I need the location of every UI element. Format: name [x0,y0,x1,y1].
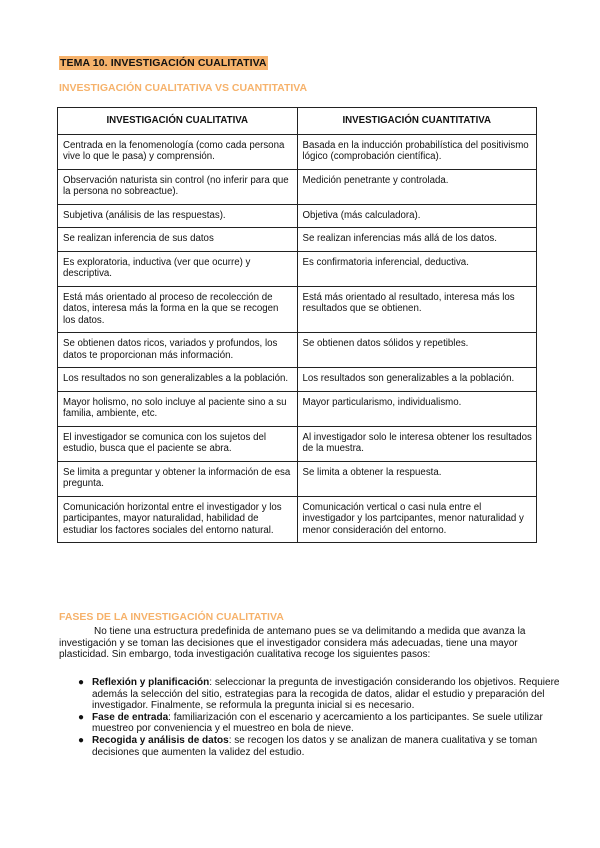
cell-qualitative: Subjetiva (análisis de las respuestas). [58,204,298,228]
cell-quantitative: Objetiva (más calculadora). [297,204,537,228]
table-body [58,134,537,543]
phase-description: : se recogen los datos y se analizan de manera cualitativa y se toman decisiones que aumenten la validez del estudio. [92,734,538,758]
cell-qualitative: Mayor holismo, no solo incluye al paciente sino a su familia, ambiente, etc. [58,391,298,426]
document-title: TEMA 10. INVESTIGACIÓN CUALITATIVA [60,57,267,69]
cell-quantitative: Comunicación vertical o casi nula entre el investigador y los partcipantes, menor naturalidad y menor consideración del entorno. [297,496,537,543]
table-row [58,368,537,392]
table-row [58,204,537,228]
phase-term: Recogida y análisis de datos [92,734,229,746]
table-header-row [58,108,537,135]
bullet-icon: ● [78,677,85,688]
cell-quantitative: Medición penetrante y controlada. [297,169,537,204]
cell-qualitative: Centrada en la fenomenología (como cada persona vive lo que le pasa) y comprensión. [58,134,298,169]
cell-quantitative: Se limita a obtener la respuesta. [297,461,537,496]
header-quantitative: INVESTIGACIÓN CUANTITATIVA [297,108,537,135]
table-row [58,169,537,204]
cell-quantitative: Al investigador solo le interesa obtener los resultados de la muestra. [297,426,537,461]
cell-qualitative: Observación naturista sin control (no inferir para que la persona no sobreactue). [58,169,298,204]
intro-paragraph [59,626,543,661]
cell-qualitative: Se limita a preguntar y obtener la información de esa pregunta. [58,461,298,496]
table-row [58,426,537,461]
phases-list [59,677,576,758]
table-row [58,251,537,286]
table-row [58,228,537,252]
bullet-icon: ● [78,734,85,746]
cell-qualitative: Comunicación horizontal entre el investigador y los participantes, mayor naturalidad, habilidad de estudiar los factores sociales del entorno natural. [58,496,298,543]
cell-quantitative: Es confirmatoria inferencial, deductiva. [297,251,537,286]
intro-text: No tiene una estructura predefinida de antemano pues se va delimitando a medida que avanza la investigación y se toman las decisiones que el investigador considera más adecuadas, tiene una mayor plasticidad. Sin embargo, toda investigación cualitativa recoge los siguientes pasos: [59,626,526,661]
bullet-icon: ● [78,711,85,723]
phases-heading: FASES DE LA INVESTIGACIÓN CUALITATIVA [59,611,284,623]
cell-qualitative: El investigador se comunica con los sujetos del estudio, busca que el paciente se abra. [58,426,298,461]
phase-item [78,711,576,735]
cell-qualitative: Los resultados no son generalizables a la población. [58,368,298,392]
table-row [58,461,537,496]
cell-qualitative: Se realizan inferencia de sus datos [58,228,298,252]
table-row [58,333,537,368]
phase-term: Reflexión y planificación [92,677,210,688]
phase-description: : seleccionar la pregunta de investigación considerando los objetivos. Requiere además la selección del sitio, estrategias para la recogida de datos, alidar el estudio y preparación del investigador. Finalmente, se reformula la pregunta inicial si es necesario. [92,677,560,712]
cell-qualitative: Está más orientado al proceso de recolección de datos, interesa más la forma en la que se recogen los datos. [58,286,298,333]
cell-quantitative: Los resultados son generalizables a la población. [297,368,537,392]
table-row [58,134,537,169]
phase-item [78,677,576,712]
table-row [58,496,537,543]
cell-quantitative: Está más orientado al resultado, interesa más los resultados que se obtienen. [297,286,537,333]
table-row [58,391,537,426]
header-qualitative: INVESTIGACIÓN CUALITATIVA [58,108,298,135]
phase-item [78,734,576,758]
cell-quantitative: Mayor particularismo, individualismo. [297,391,537,426]
cell-quantitative: Se obtienen datos sólidos y repetibles. [297,333,537,368]
comparison-heading: INVESTIGACIÓN CUALITATIVA VS CUANTITATIVA [59,82,308,94]
phase-description: : familiarización con el escenario y acercamiento a los participantes. Se suele utilizar muestreo por conveniencia y el muestreo en bola de nieve. [92,711,543,735]
cell-qualitative: Es exploratoria, inductiva (ver que ocurre) y descriptiva. [58,251,298,286]
comparison-table [57,107,537,543]
table-row [58,286,537,333]
cell-qualitative: Se obtienen datos ricos, variados y profundos, los datos te proporcionan más información. [58,333,298,368]
phase-term: Fase de entrada [92,711,169,723]
cell-quantitative: Se realizan inferencias más allá de los datos. [297,228,537,252]
cell-quantitative: Basada en la inducción probabilística del positivismo lógico (comprobación científica). [297,134,537,169]
